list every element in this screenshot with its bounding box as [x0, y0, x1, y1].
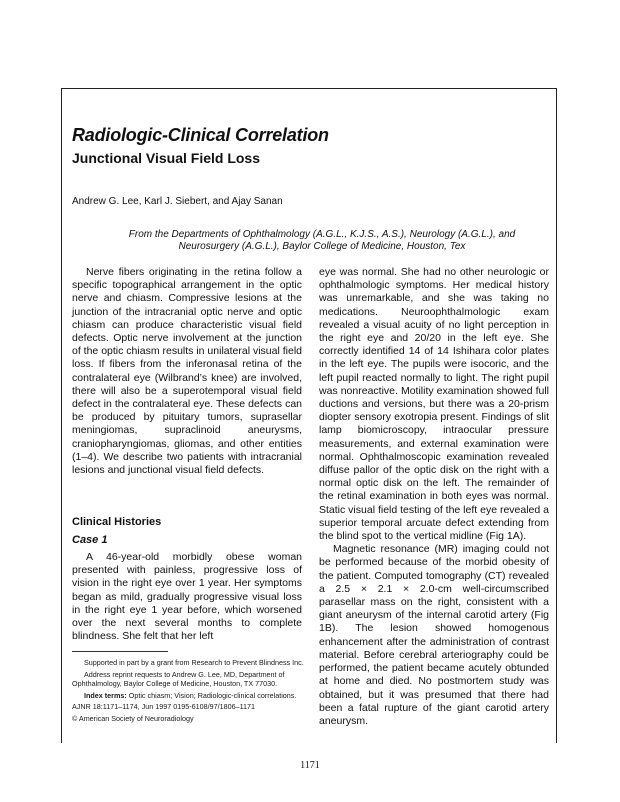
left-column-intro — [72, 266, 302, 477]
author-list: Andrew G. Lee, Karl J. Siebert, and Ajay Sanan — [72, 196, 283, 207]
index-terms-value: Optic chiasm; Vision; Radiologic-clinical correlations. — [128, 690, 297, 700]
author-affiliation: From the Departments of Ophthalmology (A.G.L., K.J.S., A.S.), Neurology (A.G.L.), and Neurosurgery (A.G.L.), Baylor College of Medicine, Houston, Tex — [128, 229, 516, 252]
case1-paragraph-start: A 46-year-old morbidly obese woman presented with painless, progressive loss of vision in the right eye over 1 year. Her symptoms began as mild, gradually progressive visual loss in the right eye 1 year before, which worsened over the next several months to complete blindness. She felt that her left — [72, 551, 302, 643]
reprint-note: Address reprint requests to Andrew G. Lee, MD, Department of Ophthalmology, Baylor College of Medicine, Houston, TX 77030. — [72, 669, 285, 689]
footnote-divider — [72, 651, 168, 652]
article-title: Junctional Visual Field Loss — [72, 150, 261, 166]
left-column-case — [72, 551, 302, 643]
case1-imaging-paragraph: Magnetic resonance (MR) imaging could not be performed because of the morbid obesity of the patient. Computed tomography (CT) revealed a 2.5 × 2.1 × 2.0-cm well-circumscribed parasellar mass on the right, consistent with a giant aneurysm of the internal carotid artery (Fig 1B). The lesion showed homogenous enhancement after the administration of contrast material. Before cerebral arteriography could be performed, the patient became acutely obtunded at home and died. No postmortem study was obtained, but it was presumed that there had been a fatal rupture of the giant carotid artery aneurysm. — [319, 543, 549, 727]
funding-note: Supported in part by a grant from Research to Prevent Blindness Inc. — [84, 658, 304, 667]
copyright-line: © American Society of Neuroradiology — [72, 713, 194, 723]
footnotes — [72, 658, 308, 726]
intro-paragraph: Nerve fibers originating in the retina follow a specific topographical arrangement in the optic nerve and chiasm. Compressive lesions at the junction of the intracranial optic nerve and optic chiasm can produce characteristic visual field defects. Optic nerve involvement at the junction of the optic chiasm results in unilateral visual field loss. If fibers from the inferonasal retina of the contralateral eye (Wilbrand’s knee) are involved, there will also be a superotemporal visual field defect in the contralateral eye. These defects can be produced by pituitary tumors, suprasellar meningiomas, supraclinoid aneurysms, craniopharyngiomas, gliomas, and other entities (1–4). We describe two patients with intracranial lesions and junctional visual field defects. — [72, 266, 302, 477]
index-terms-label: Index terms: — [84, 690, 127, 700]
right-column — [319, 266, 549, 728]
index-terms-note — [72, 691, 308, 701]
section-heading: Clinical Histories — [72, 516, 162, 528]
page-number: 1171 — [300, 760, 320, 771]
section-title: Radiologic-Clinical Correlation — [72, 125, 329, 145]
case1-paragraph-continued: eye was normal. She had no other neurologic or ophthalmologic symptoms. Her medical history was unremarkable, and she was taking no medications. Neuroophthalmologic exam revealed a visual acuity of no light perception in the right eye and 20/20 in the left eye. She correctly identified 14 of 14 Ishihara color plates in the left eye. The pupils were isocoric, and the left pupil reacted normally to light. The right pupil was nonreactive. Motility examination showed full ductions and versions, but there was a 20-prism diopter sensory exotropia present. Findings of slit lamp biomicroscopy, intraocular pressure measurements, and external examination were normal. Ophthalmoscopic examination revealed diffuse pallor of the optic disk on the right with a normal optic disk on the left. The remainder of the retinal examination in both eyes was normal. Static visual field testing of the left eye revealed a superior temporal arcuate defect extending from the blind spot to the vertical midline (Fig 1A). — [319, 266, 549, 543]
citation-line: AJNR 18:1171–1174, Jun 1997 0195-6108/97/1806–1171 — [72, 702, 256, 712]
case-heading: Case 1 — [72, 534, 108, 546]
